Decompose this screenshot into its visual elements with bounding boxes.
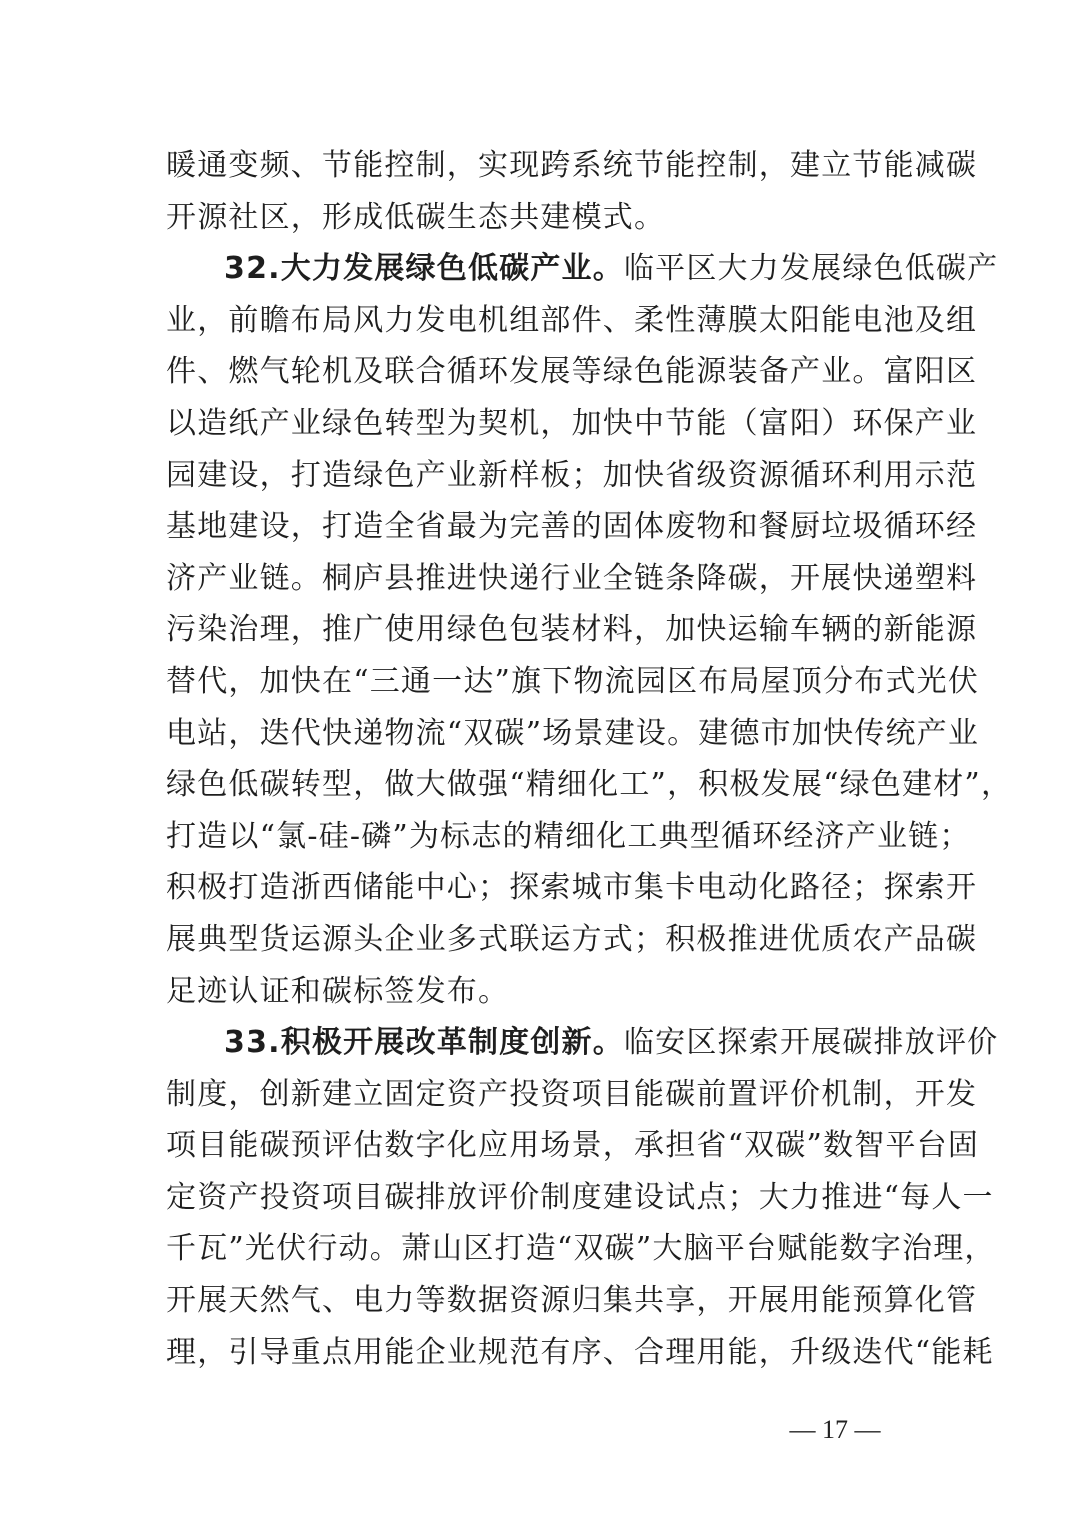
body-text	[166, 140, 1013, 1378]
text-line: 以造纸产业绿色转型为契机，加快中节能（富阳）环保产业	[166, 405, 978, 441]
text-line: 定资产投资项目碳排放评价制度建设试点；大力推进“每人一	[166, 1179, 994, 1215]
text-line: 基地建设，打造全省最为完善的固体废物和餐厨垃圾循环经	[166, 509, 978, 545]
page-number: — 17 —	[789, 1415, 881, 1444]
section-32-heading: 32.大力发展绿色低碳产业。	[224, 251, 624, 287]
text-line: 制度，创新建立固定资产投资项目能碳前置评价机制，开发	[166, 1076, 978, 1112]
text-line: 绿色低碳转型，做大做强“精细化工”，积极发展“绿色建材”，	[166, 767, 1013, 803]
text-line: 开源社区，形成低碳生态共建模式。	[166, 199, 666, 235]
text-line: 千瓦”光伏行动。萧山区打造“双碳”大脑平台赋能数字治理，	[166, 1231, 996, 1267]
section-33-first-line	[166, 1017, 999, 1069]
text-line: 业，前瞻布局风力发电机组部件、柔性薄膜太阳能电池及组	[166, 302, 978, 338]
text-line: 足迹认证和碳标签发布。	[166, 973, 510, 1009]
text-line: 园建设，打造绿色产业新样板；加快省级资源循环利用示范	[166, 457, 978, 493]
text-line: 积极打造浙西储能中心；探索城市集卡电动化路径；探索开	[166, 870, 978, 906]
section-33-heading: 33.积极开展改革制度创新。	[224, 1025, 624, 1061]
text-line: 替代，加快在“三通一达”旗下物流园区布局屋顶分布式光伏	[166, 663, 980, 699]
text-line: 电站，迭代快递物流“双碳”场景建设。建德市加快传统产业	[166, 715, 980, 751]
section-33-lead-text: 临安区探索开展碳排放评价	[623, 1025, 999, 1061]
text-line: 展典型货运源头企业多式联运方式；积极推进优质农产品碳	[166, 921, 978, 957]
text-line: 打造以“氯-硅-磷”为标志的精细化工典型循环经济产业链；	[166, 818, 971, 854]
text-line: 件、燃气轮机及联合循环发展等绿色能源装备产业。富阳区	[166, 354, 978, 390]
text-line: 暖通变频、节能控制，实现跨系统节能控制，建立节能减碳	[166, 148, 978, 183]
text-line: 理，引导重点用能企业规范有序、合理用能，升级迭代“能耗	[166, 1334, 994, 1370]
text-line: 济产业链。桐庐县推进快递行业全链条降碳，开展快递塑料	[166, 560, 978, 596]
section-32-first-line	[166, 243, 999, 295]
text-line: 项目能碳预评估数字化应用场景，承担省“双碳”数智平台固	[166, 1128, 980, 1164]
section-32-lead-text: 临平区大力发展绿色低碳产	[623, 251, 999, 287]
text-line: 开展天然气、电力等数据资源归集共享，开展用能预算化管	[166, 1283, 978, 1319]
text-line: 污染治理，推广使用绿色包装材料，加快运输车辆的新能源	[166, 612, 978, 648]
